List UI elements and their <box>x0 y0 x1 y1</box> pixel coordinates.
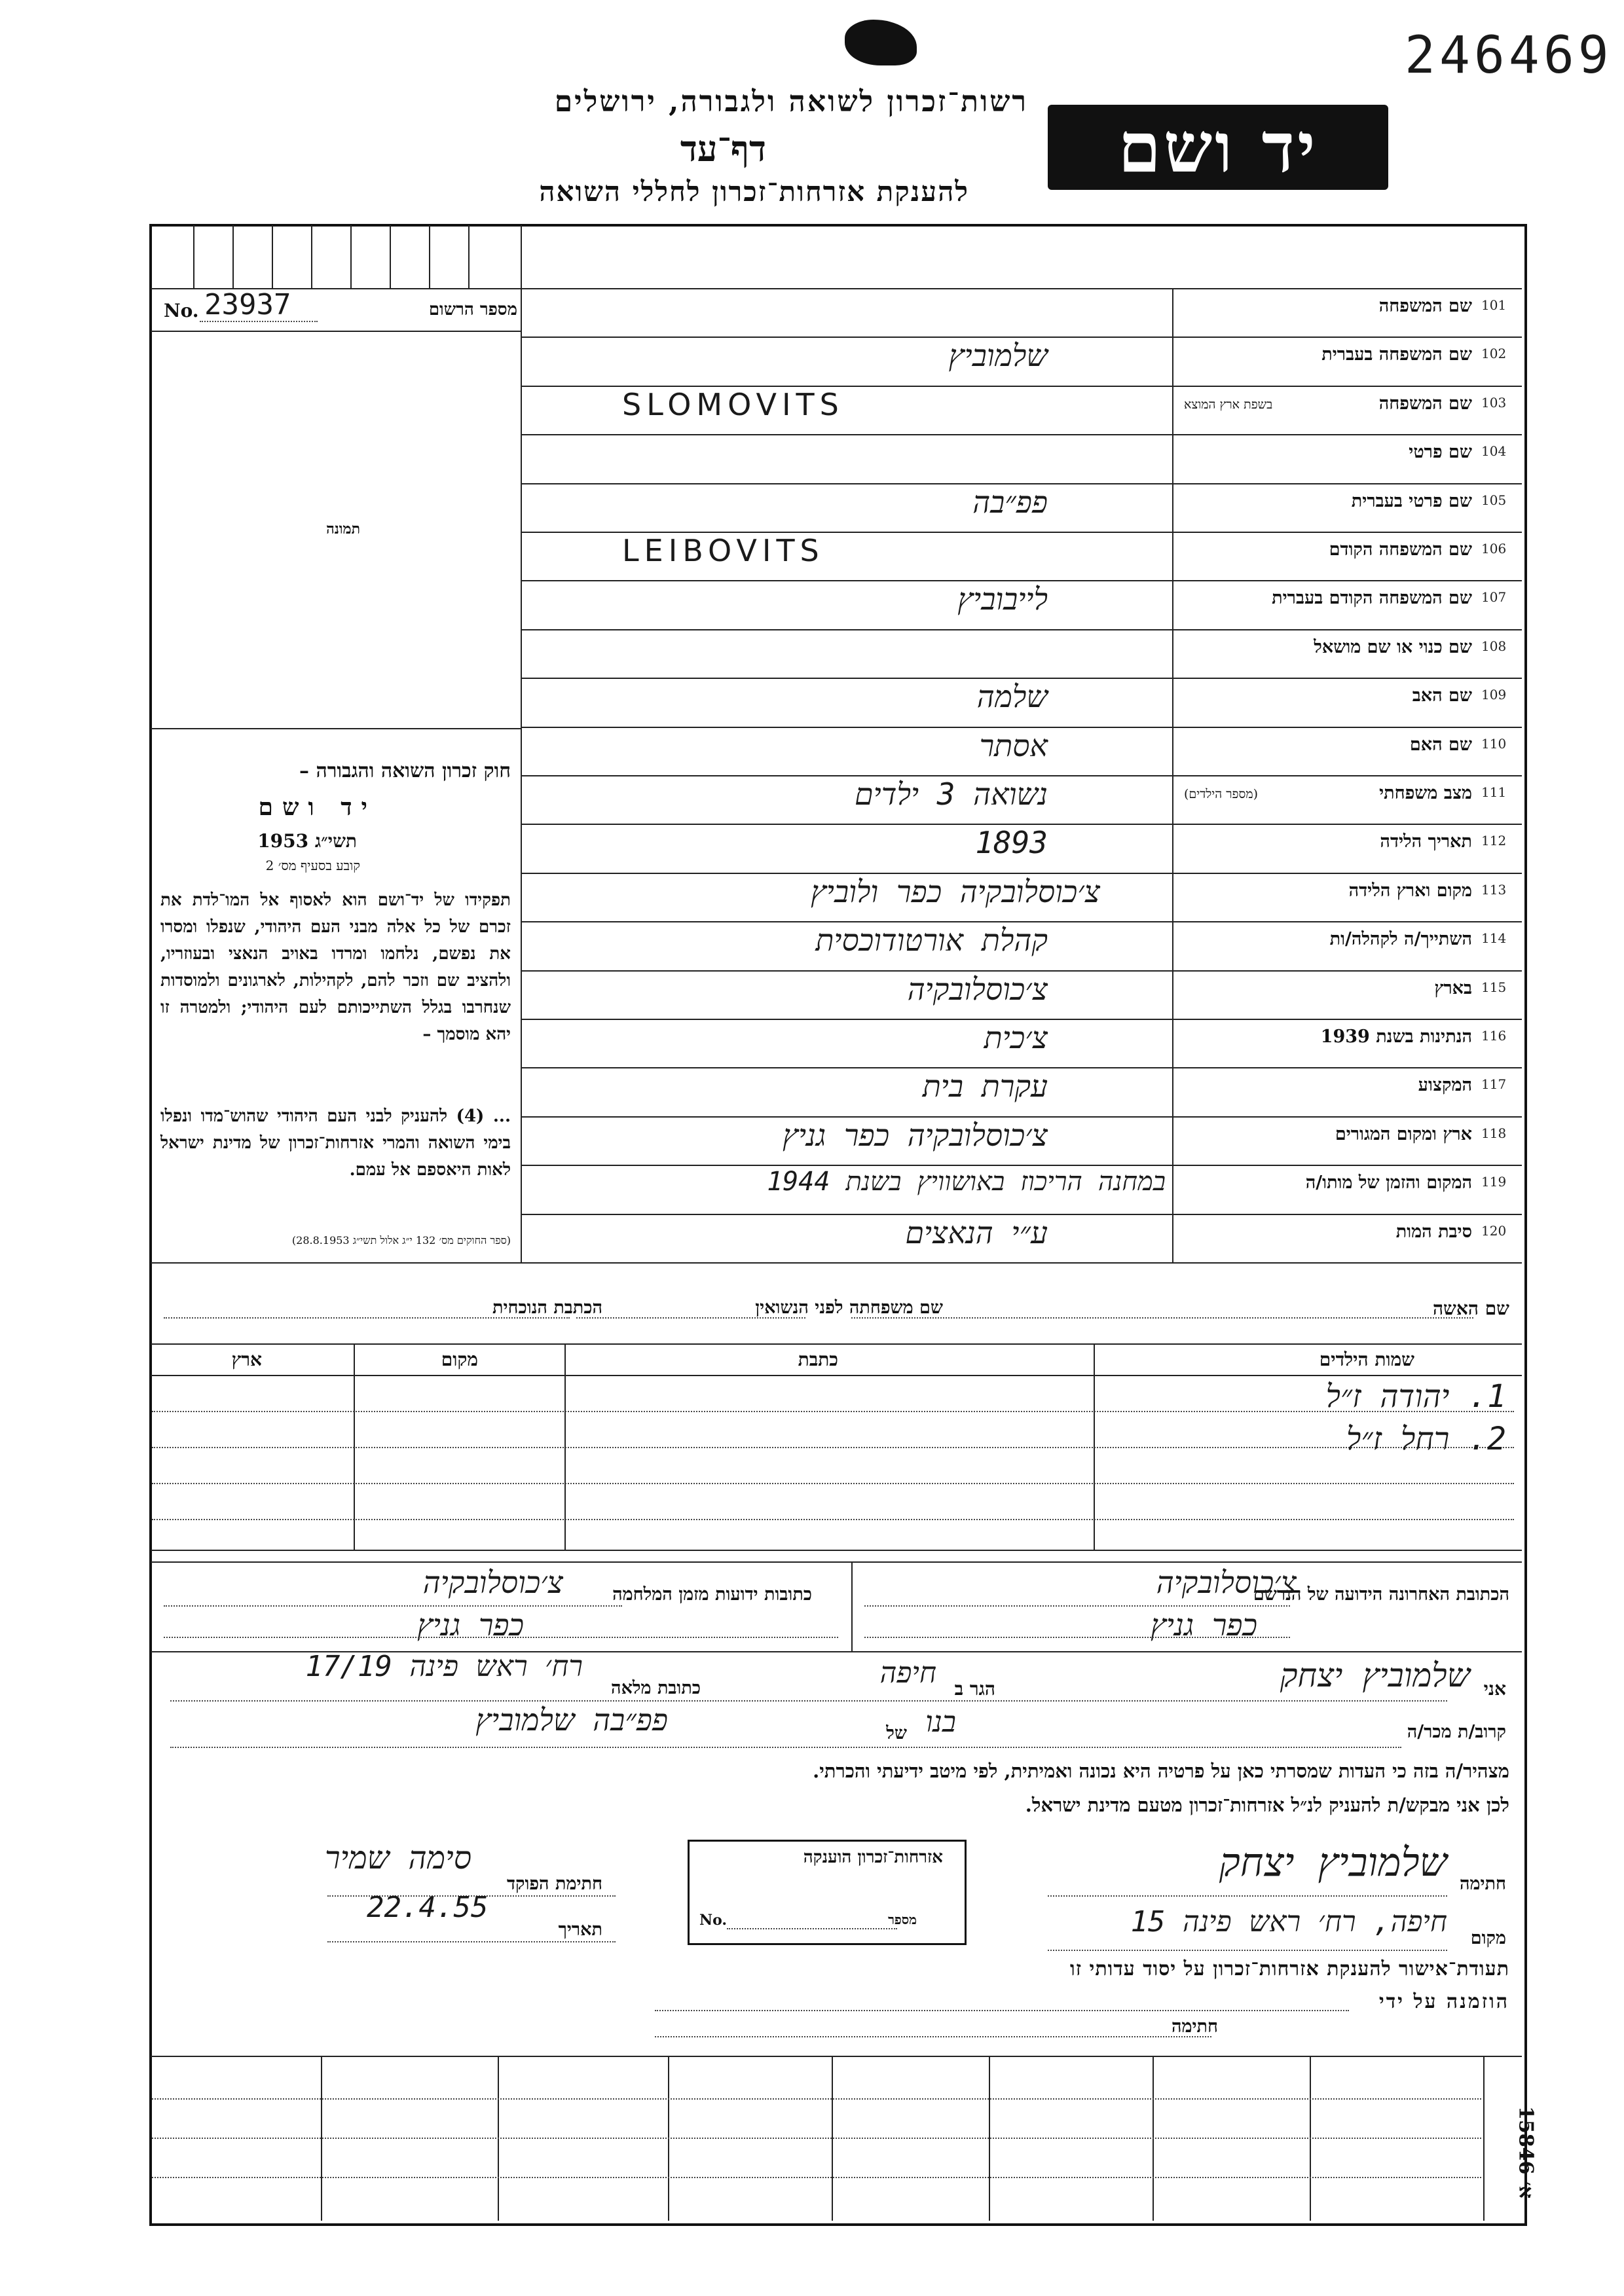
field-code: 109 <box>1481 687 1507 703</box>
field-label: תאריך הלידה <box>1380 831 1472 852</box>
field-value: צ׳כית <box>984 1020 1048 1055</box>
field-value: עקרת בית <box>922 1068 1048 1104</box>
certificate-line-2: הוזמנה על ידי <box>1378 1990 1509 2013</box>
field-label: שם המשפחה <box>1378 393 1472 414</box>
of-label-visible: של <box>886 1723 907 1743</box>
box-sep <box>272 225 273 288</box>
field-code: 101 <box>1481 297 1507 313</box>
field-label: שם המשפחה בעברית <box>1321 344 1472 365</box>
registration-number: 23937 <box>204 288 291 321</box>
official-number-dots <box>727 1928 897 1929</box>
reg-underline <box>151 331 521 332</box>
field-code: 107 <box>1481 589 1507 606</box>
bottom-grid-top <box>151 2056 1522 2057</box>
field-label: השתייך/ה לקהלה/ות <box>1329 929 1472 950</box>
field-value: צ׳כוסלובקיה <box>907 971 1048 1007</box>
field-label: שם פרטי בעברית <box>1351 490 1472 511</box>
declarant-dots-1 <box>170 1700 1447 1702</box>
field-label: מצב משפחתי <box>1379 783 1472 803</box>
field-label: מקום וארץ הלידה <box>1348 880 1472 901</box>
declarant-full-address: רח׳ ראש פינה 17/19 <box>305 1650 583 1683</box>
field-code: 120 <box>1481 1222 1507 1239</box>
officer-date-label: תאריך <box>558 1920 602 1940</box>
field-label: סיבת המות <box>1395 1221 1472 1242</box>
children-header-bottom <box>151 1375 1522 1376</box>
declarant-i-label: אני <box>1483 1678 1506 1700</box>
registration-no-prefix: No. <box>164 300 199 321</box>
field-code: 111 <box>1481 784 1507 800</box>
field-code: 108 <box>1481 638 1507 654</box>
bottom-grid-col <box>1483 2056 1485 2221</box>
field-code: 103 <box>1481 394 1507 410</box>
field-code: 112 <box>1481 833 1507 849</box>
law-title: חוק זכרון השואה והגבורה – <box>299 759 511 782</box>
children-header-place: מקום <box>441 1349 478 1370</box>
field-value: 1893 <box>975 825 1048 861</box>
cert-dots-2 <box>655 2036 1211 2037</box>
row-divider-top <box>151 288 1522 289</box>
law-subtitle: יד ושם <box>258 793 377 821</box>
field-code: 119 <box>1481 1174 1507 1190</box>
declarant-of-name: פפ״בה שלמוביץ <box>475 1702 668 1738</box>
address-dots <box>164 1317 570 1319</box>
declarant-dots-2 <box>170 1747 1401 1748</box>
place-label: מקום <box>1470 1928 1506 1948</box>
children-bottom <box>151 1550 1522 1551</box>
declarant-relation: בנו <box>925 1705 956 1739</box>
maiden-dots <box>576 1317 805 1319</box>
photo-label: תמונה <box>326 520 360 538</box>
wartime-dots <box>164 1637 838 1638</box>
children-header-country: ארץ <box>231 1349 262 1370</box>
law-body-2: ... (4) להעניק לבני העם היהודי שהוש־מדו ונפלו בימי השואה והמרי אזרחות־זכרון של מדינת ישראל לאות היאספם אל עמם. <box>160 1106 511 1180</box>
box-sep <box>232 225 234 288</box>
field-code: 116 <box>1481 1028 1507 1044</box>
registration-label: מספר הרשום <box>428 300 517 319</box>
bottom-grid-dots <box>152 2177 1481 2178</box>
declarant-city: חיפה <box>879 1656 936 1690</box>
child-row-dots <box>152 1483 1514 1484</box>
field-label: הנתינות בשנת 1939 <box>1320 1027 1472 1047</box>
child-row-1-name: 1. יהודה ז״ל <box>1325 1378 1506 1415</box>
field-label: שם המשפחה הקודם <box>1329 539 1472 560</box>
address-divider <box>851 1561 853 1651</box>
box-sep <box>429 225 430 288</box>
relative-label: קרוב/ת מכר/ה <box>1407 1722 1506 1742</box>
full-address-label: כתובת מלאה <box>611 1678 701 1698</box>
child-row-dots <box>152 1411 1514 1412</box>
declarant-resides-label: הגר ב <box>954 1678 995 1700</box>
last-known-address-value-1: צ׳כוסלובקיה <box>1156 1565 1297 1600</box>
field-code: 105 <box>1481 492 1507 508</box>
field-label: המקצוע <box>1418 1075 1472 1096</box>
field-label: שם האב <box>1412 685 1472 706</box>
box-sep <box>311 225 312 288</box>
wartime-address-value-1: צ׳כוסלובקיה <box>422 1565 563 1600</box>
law-year: תשי״ג 1953 <box>257 830 357 852</box>
last-known-address-value-2: כפר גניץ <box>1150 1607 1257 1643</box>
archive-stamp-number: 246469 <box>1405 26 1613 85</box>
declaration-text-2: לכן אני מבקש/ת להעניק לנ״ל אזרחות־זכרון מטעם מדינת ישראל. <box>1025 1794 1509 1816</box>
field-value: לייבוביץ <box>957 581 1048 617</box>
declarant-signature: שלמוביץ יצחק <box>1219 1840 1447 1886</box>
wartime-address-label: כתובות ידועות מזמן המלחמה <box>612 1584 812 1605</box>
reg-dots <box>200 321 318 322</box>
header-authority: רשות־זכרון לשואה ולגבורה, ירושלים <box>554 85 1028 118</box>
field-value: שלמה <box>976 679 1048 715</box>
field-label-note: (מספר הילדים) <box>1184 787 1258 801</box>
officer-date: 22.4.55 <box>367 1891 489 1924</box>
maiden-label: שם משפחתה לפני הנשואין <box>755 1298 943 1318</box>
box-sep <box>390 225 391 288</box>
box-sep <box>350 225 352 288</box>
field-value: נשואה 3 ילדים <box>854 776 1048 812</box>
wartime-address-value-2: כפר גניץ <box>416 1607 524 1643</box>
last-known-dots <box>864 1605 1290 1607</box>
field-label: המקום והזמן של מותו/ה <box>1305 1173 1472 1194</box>
ink-mark <box>845 20 917 65</box>
field-value: שלמוביץ <box>948 338 1048 374</box>
field-value: צ׳כוסלובקיה כפר ולוביץ <box>810 873 1100 909</box>
children-header-names: שמות הילדים <box>1319 1349 1414 1370</box>
col-divider-left <box>521 225 522 1262</box>
field-code: 102 <box>1481 346 1507 362</box>
children-header-address: כתבת <box>798 1349 838 1370</box>
date-dots <box>327 1941 616 1942</box>
field-code: 118 <box>1481 1125 1507 1141</box>
spouse-top <box>151 1262 1522 1264</box>
box-sep <box>193 225 194 288</box>
declarant-signature-label: חתימה <box>1459 1874 1506 1894</box>
field-label: שם פרטי <box>1409 442 1472 463</box>
official-box-no-prefix: No. <box>699 1912 728 1929</box>
field-value: פפ״בה <box>972 484 1048 520</box>
field-code: 115 <box>1481 979 1507 995</box>
field-code: 104 <box>1481 443 1507 460</box>
header-form-title: דף־עד <box>680 128 766 170</box>
side-archive-code: א׳ 15846 <box>1514 2105 1538 2198</box>
address-top <box>151 1561 1522 1563</box>
wife-label: שם האשה <box>1432 1298 1509 1319</box>
field-label: שם כנוי או שם מושאל <box>1314 636 1472 657</box>
signature-dots <box>1048 1895 1447 1897</box>
declaration-text-1: מצהיר/ה בזה כי העדות שמסרתי כאן על פרטיה היא נכונה ואמיתית, לפי מיטב ידיעתי והכרתי. <box>813 1760 1509 1782</box>
law-clause: קובע בסעיף מס׳ 2 <box>265 858 360 873</box>
place-dots <box>1048 1950 1447 1951</box>
bottom-grid-dots <box>152 2098 1481 2100</box>
field-row-divider <box>522 434 1522 435</box>
field-row-divider <box>522 629 1522 630</box>
certificate-line-1: תעודת־אישור להענקת אזרחות־זכרון על יסוד עדותי זו <box>1070 1958 1509 1980</box>
bottom-grid-dots <box>152 2138 1481 2139</box>
field-label: ארץ ומקום המגורים <box>1335 1123 1472 1144</box>
official-box-title: אזרחות־זכרון הוענקה <box>803 1848 943 1867</box>
field-value: ע״י הנאצים <box>905 1214 1048 1250</box>
declarant-name: שלמוביץ יצחק <box>1280 1656 1470 1694</box>
law-source: (ספר החוקים מס׳ 132 י״ג אלול תשי״ג 28.8.1953) <box>291 1234 511 1247</box>
last-known-dots <box>864 1637 1290 1638</box>
certificate-sign-label: חתימה <box>1171 2016 1218 2037</box>
officer-sign-label: חתימת הפוקד <box>507 1874 602 1894</box>
wartime-dots <box>164 1605 622 1607</box>
header-purpose: להענקת אזרחות־זכרון לחללי השואה <box>539 175 969 208</box>
field-label: שם המשפחה <box>1378 296 1472 316</box>
field-value: צ׳כוסלובקיה כפר גניץ <box>783 1117 1048 1153</box>
child-row-dots <box>152 1519 1514 1520</box>
field-code: 113 <box>1481 881 1507 898</box>
field-label-note: בשפת ארץ המוצא <box>1184 397 1273 412</box>
last-known-address-label: הכתובת האחרונה הידועה של הנרשם <box>1253 1584 1509 1605</box>
cert-dots-1 <box>655 2010 1349 2011</box>
current-address-label: הכתבת הנוכחית <box>492 1298 602 1318</box>
child-row-dots <box>152 1447 1514 1448</box>
field-code: 114 <box>1481 930 1507 947</box>
children-top <box>151 1343 1522 1345</box>
declarant-place: חיפה, רח׳ ראש פינה 15 <box>1130 1905 1447 1939</box>
field-code: 117 <box>1481 1076 1507 1093</box>
yad-vashem-logo: יד ושם <box>1048 105 1388 190</box>
field-value: אסתר <box>979 727 1048 763</box>
field-code: 110 <box>1481 735 1507 752</box>
field-code: 106 <box>1481 541 1507 556</box>
field-value: במחנה הריכוז באושוויץ בשנת 1944 <box>767 1167 1166 1197</box>
field-value: SLOMOVITS <box>622 386 844 422</box>
officer-signature: סימה שמיר <box>325 1840 471 1876</box>
official-box-number-label: מספר <box>888 1912 917 1927</box>
wife-dots <box>851 1317 1473 1319</box>
field-label: שם המשפחה הקודם בעברית <box>1272 588 1472 609</box>
field-value: LEIBOVITS <box>622 533 824 568</box>
child-row-2-name: 2. רחל ז״ל <box>1346 1421 1506 1457</box>
law-body: תפקידו של יד־ושם הוא לאסוף אל המו־לדת את זכרם של כל אלה מבני העם היהודי, שנפלו ומסרו את נפשם, נלחמו ומרדו באויב הנאצי ובעוזריו, ולהציב שם וזכר להם, לקהילות, לארגונים ולמוסדות שנחרבו בגלל השתייכותם לעם היהודי; ולמטרה זו יהא מוסמך – <box>160 890 511 1044</box>
box-sep <box>468 225 470 288</box>
field-value: קהלת אורטודוכסית <box>815 922 1048 958</box>
photo-bottom <box>151 728 521 729</box>
field-label: שם האם <box>1409 734 1472 755</box>
field-label: בארץ <box>1434 977 1472 998</box>
